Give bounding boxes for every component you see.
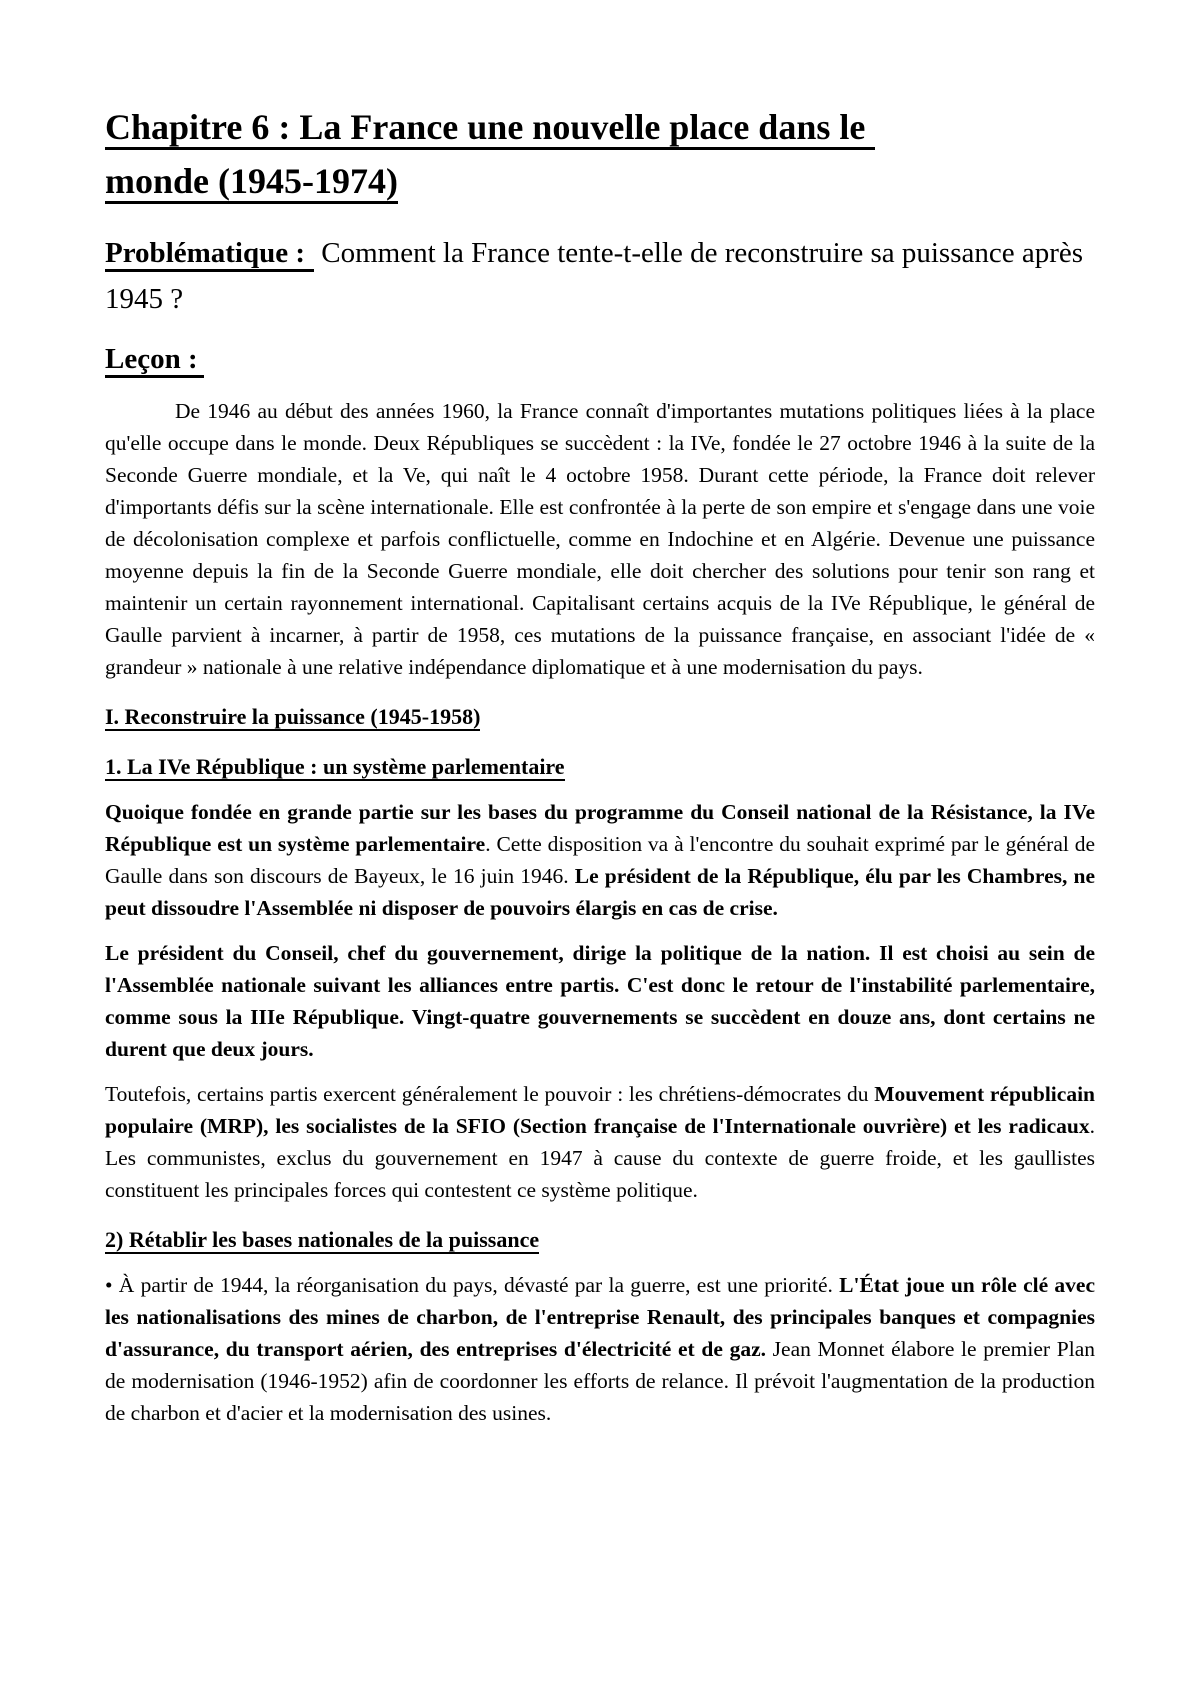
intro-paragraph: De 1946 au début des années 1960, la France connaît d'importantes mutations politiques liées à la place qu'elle occupe dans le monde. Deux Républiques se succèdent : la IVe, fondée le 27 octobre 1946 à la suite de la Seconde Guerre mondiale, et la Ve, qui naît le 4 octobre 1958. Durant cette période, la France doit relever d'importants défis sur la scène internationale. Elle est confrontée à la perte de son empire et s'engage dans une voie de décolonisation complexe et parfois conflictuelle, comme en Indochine et en Algérie. Devenue une puissance moyenne depuis la fin de la Seconde Guerre mondiale, elle doit chercher des solutions pour tenir son rang et maintenir un certain rayonnement international. Capitalisant certains acquis de la IVe République, le général de Gaulle parvient à incarner, à partir de 1958, ces mutations de la puissance française, en associant l'idée de « grandeur » nationale à une relative indépendance diplomatique et à une modernisation du pays. xyxy=(105,399,1095,679)
problematique-question: Comment la France tente-t-elle de reconstruire sa puissance après 1945 ? xyxy=(105,237,1084,315)
regular-run: • À partir de 1944, la réorganisation du pays, dévasté par la guerre, est une priorité. xyxy=(105,1273,840,1297)
chapter-title xyxy=(105,100,1095,208)
bold-run: Mouvement républicain populaire (MRP), les socialistes de la SFIO (Section française de l'Internationale ouvrière) et les radicaux xyxy=(105,1082,1095,1138)
paragraph-president-conseil: Le président du Conseil, chef du gouvernement, dirige la politique de la nation. Il est choisi au sein de l'Assemblée nationale suivant les alliances entre partis. C'est donc le retour de l'instabilité parlementaire, comme sous la IIIe République. Vingt-quatre gouvernements se succèdent en douze ans, dont certains ne durent que deux jours. xyxy=(105,941,1095,1061)
paragraph-systeme-parlementaire xyxy=(105,796,1095,924)
bold-run: L'État joue un rôle clé avec les nationalisations des mines de charbon, de l'entreprise Renault, des principales banques et compagnies d'assurance, du transport aérien, des entreprises d'électricité et de gaz. xyxy=(105,1273,1095,1361)
section-heading-reconstruire: I. Reconstruire la puissance (1945-1958) xyxy=(105,704,481,729)
regular-run: Toutefois, certains partis exercent généralement le pouvoir : les chrétiens-démocrates du xyxy=(105,1082,875,1106)
regular-run: . Les communistes, exclus du gouvernement en 1947 à cause du contexte de guerre froide, et les gaullistes constituent les principales forces qui contestent ce système politique. xyxy=(105,1114,1095,1202)
chapter-title-line1: Chapitre 6 : La France une nouvelle place dans le xyxy=(105,100,1095,154)
bold-run: Quoique fondée en grande partie sur les bases du programme du Conseil national de la Résistance, la IVe République est un système parlementaire xyxy=(105,800,1095,856)
regular-run: . Cette disposition va à l'encontre du souhait exprimé par le général de Gaulle dans son discours de Bayeux, le 16 juin 1946. xyxy=(105,832,1095,888)
lecon-heading xyxy=(105,336,1095,382)
bold-run: Le président de la République, élu par les Chambres, ne peut dissoudre l'Assemblée ni disposer de pouvoirs élargis en cas de crise. xyxy=(105,864,1095,920)
lecon-label: Leçon : xyxy=(105,343,204,378)
chapter-title-line2: monde (1945-1974) xyxy=(105,154,1095,208)
subsection-heading-ive-republique: 1. La IVe République : un système parlementaire xyxy=(105,754,565,779)
subsection-heading-bases-nationales: 2) Rétablir les bases nationales de la puissance xyxy=(105,1227,540,1252)
regular-run: Jean Monnet élabore le premier Plan de modernisation (1946-1952) afin de coordonner les efforts de relance. Il prévoit l'augmentation de la production de charbon et d'acier et la modernisation des usines. xyxy=(105,1337,1095,1425)
paragraph-partis xyxy=(105,1078,1095,1206)
paragraph-etat-nationalisations xyxy=(105,1269,1095,1429)
problematique-label: Problématique : xyxy=(105,237,314,272)
problematique-heading xyxy=(105,230,1095,322)
